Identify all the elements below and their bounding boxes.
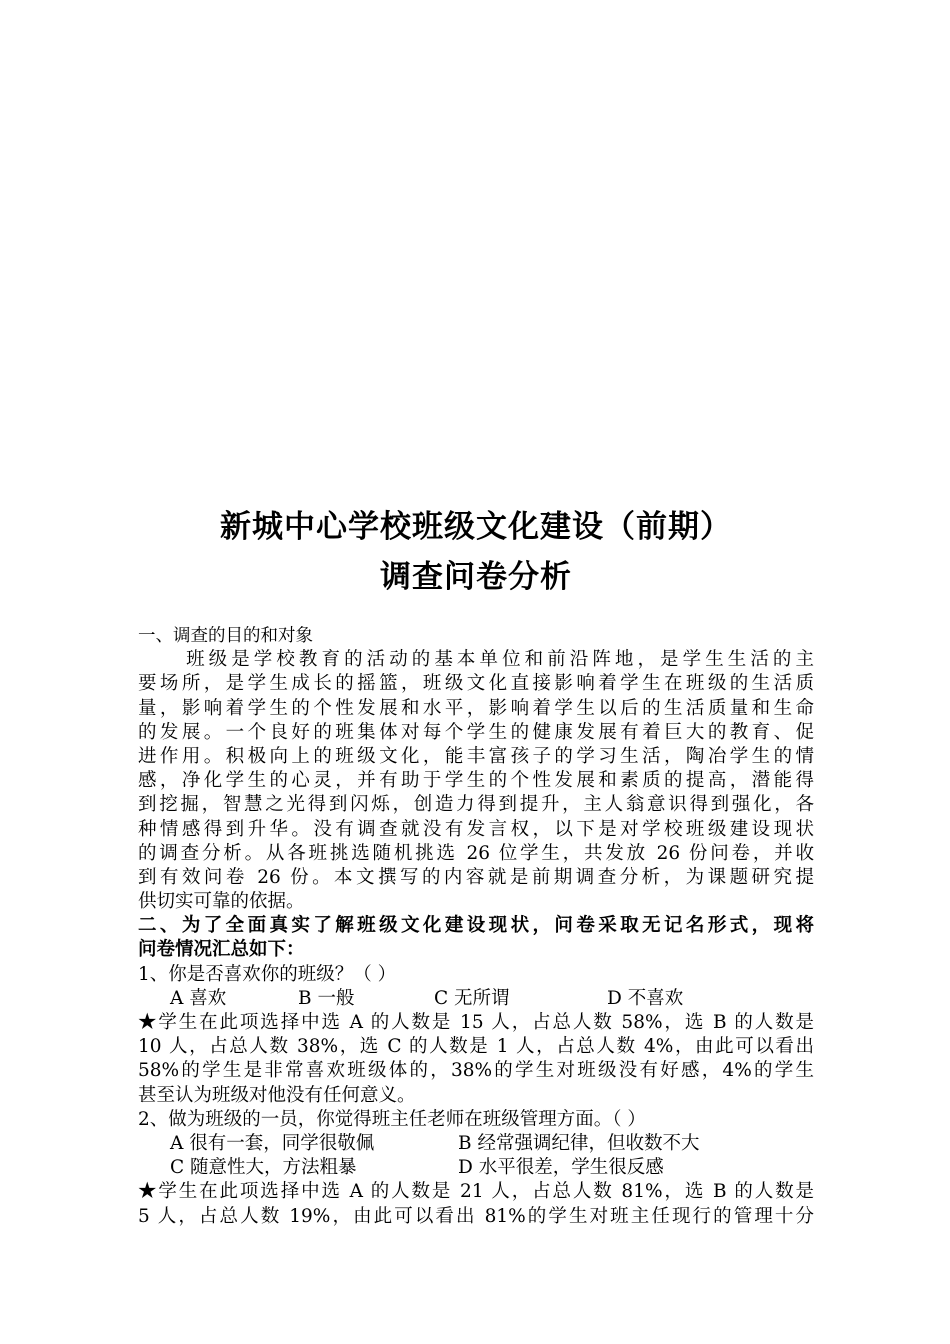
question-1-analysis-line: 甚至认为班级对他没有任何意义。 <box>138 1084 416 1106</box>
question-1-analysis-line: ★学生在此项选择中选 A 的人数是 15 人，占总人数 58%，选 B 的人数是 <box>138 1012 814 1033</box>
question-1-options <box>138 987 814 1011</box>
section-1-paragraph-line: 要场所，是学生成长的摇篮，班级文化直接影响着学生在班级的生活质 <box>138 673 814 695</box>
title-line-2: 调查问卷分析 <box>380 559 572 595</box>
question-1-option-d: D 不喜欢 <box>607 987 684 1009</box>
question-1-option-c: C 无所谓 <box>434 987 510 1009</box>
section-1-paragraph-line: 感，净化学生的心灵，并有助于学生的个性发展和素质的提高，潜能得 <box>138 770 814 792</box>
question-2-options-row-1 <box>138 1132 814 1156</box>
question-2-option-b: B 经常强调纪律，但收数不大 <box>458 1132 700 1154</box>
section-1-paragraph-line: 供切实可靠的依据。 <box>138 891 305 913</box>
question-1-option-b: B 一般 <box>298 987 355 1009</box>
section-1-paragraph-line: 到挖掘，智慧之光得到闪烁，创造力得到提升，主人翁意识得到强化，各 <box>138 794 814 816</box>
question-2-analysis-line: ★学生在此项选择中选 A 的人数是 21 人，占总人数 81%，选 B 的人数是 <box>138 1181 814 1203</box>
section-1-paragraph-line: 到有效问卷 26 份。本文撰写的内容就是前期调查分析，为课题研究提 <box>138 866 814 888</box>
section-2-heading-line: 问卷情况汇总如下： <box>138 939 305 961</box>
question-2-option-c: C 随意性大，方法粗暴 <box>170 1157 357 1179</box>
document-title <box>138 502 814 602</box>
section-2-heading-line: 二、为了全面真实了解班级文化建设现状，问卷采取无记名形式，现将 <box>138 915 814 937</box>
section-1-heading: 一、调查的目的和对象 <box>138 626 313 646</box>
section-1-paragraph-line: 量，影响着学生的个性发展和水平，影响着学生以后的生活质量和生命 <box>138 697 814 719</box>
question-2-options-row-2 <box>138 1156 814 1180</box>
question-1-option-a: A 喜欢 <box>170 987 227 1009</box>
section-1-paragraph-line: 班级是学校教育的活动的基本单位和前沿阵地，是学生生活的主 <box>182 649 814 671</box>
question-2: 2、做为班级的一员，你觉得班主任老师在班级管理方面。（ ） <box>138 1108 646 1130</box>
question-1-analysis-line: 10 人，占总人数 38%，选 C 的人数是 1 人，占总人数 4%，由此可以看出 <box>138 1036 814 1058</box>
section-1-paragraph-line: 的调查分析。从各班挑选随机挑选 26 位学生，共发放 26 份问卷，并收 <box>138 842 814 864</box>
question-2-analysis-line: 5 人，占总人数 19%，由此可以看出 81%的学生对班主任现行的管理十分 <box>138 1205 814 1227</box>
question-1-analysis-line: 58%的学生是非常喜欢班级体的，38%的学生对班级没有好感，4%的学生 <box>138 1060 814 1082</box>
title-line-1: 新城中心学校班级文化建设（前期） <box>220 509 732 545</box>
section-1-paragraph-line: 的发展。一个良好的班集体对每个学生的健康发展有着巨大的教育、促 <box>138 721 814 743</box>
section-1-paragraph-line: 进作用。积极向上的班级文化，能丰富孩子的学习生活，陶冶学生的情 <box>138 745 814 767</box>
question-2-option-a: A 很有一套，同学很敬佩 <box>170 1132 375 1154</box>
question-2-option-d: D 水平很差，学生很反感 <box>458 1157 664 1179</box>
section-1-paragraph-line: 种情感得到升华。没有调查就没有发言权，以下是对学校班级建设现状 <box>138 818 814 840</box>
question-1: 1、你是否喜欢你的班级？（ ） <box>138 963 397 985</box>
document-body <box>138 624 814 1229</box>
